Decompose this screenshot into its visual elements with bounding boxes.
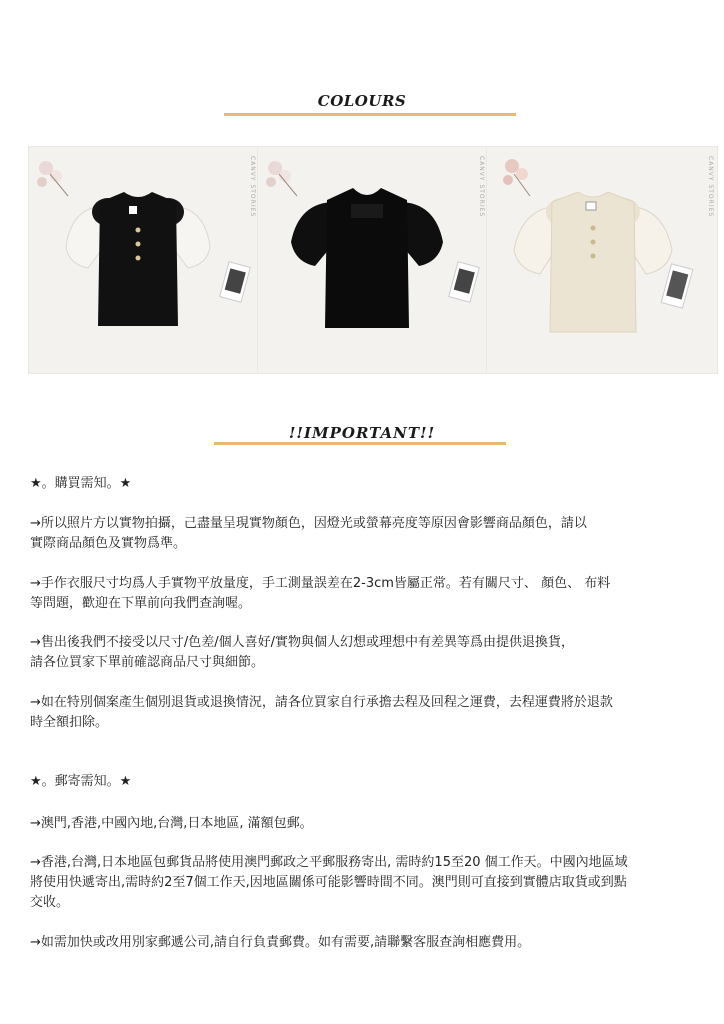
shipping-notice-heading: ★。郵寄需知。★ <box>30 774 132 789</box>
shipping-notice-item-1: →澳門,香港,中國內地,台灣,日本地區, 滿額包郵。 <box>30 816 313 831</box>
frame-label: CANVY STORIES <box>707 156 714 218</box>
product-photo-black-lace <box>28 146 260 374</box>
colours-heading: COLOURS <box>317 92 407 110</box>
shipping-notice-item-2: →香港,台灣,日本地區包郵貨品將使用澳門郵政之平郵服務寄出, 需時約15至20 個工作天。中國內地區域 將使用快遞寄出,需時約2至7個工作天,因地區關係可能影響時間不同。澳門則可直接到實體店取貨或到點 交收。 <box>30 855 628 910</box>
frame-label: CANVY STORIES <box>478 156 485 218</box>
shipping-notice-item-3: →如需加快或改用別家郵遞公司,請自行負責郵費。如有需要,請聯繫客服查詢相應費用。 <box>30 935 531 950</box>
purchase-notice-item-3: →售出後我們不接受以尺寸/色差/個人喜好/實物與個人幻想或理想中有差異等爲由提供退換貨， 請各位買家下單前確認商品尺寸與細節。 <box>30 635 575 670</box>
frame-label: CANVY STORIES <box>249 156 256 218</box>
important-underline <box>214 442 506 445</box>
purchase-notice-heading: ★。購買需知。★ <box>30 476 132 491</box>
product-photo-cream-lace <box>486 146 718 374</box>
purchase-notice-item-2: →手作衣服尺寸均爲人手實物平放量度，手工測量誤差在2-3cm皆屬正常。若有關尺寸、 顏色、 布料 等問題，歡迎在下單前向我們查詢喔。 <box>30 576 611 611</box>
important-heading: !!IMPORTANT!! <box>288 424 436 442</box>
purchase-notice-item-1: →所以照片方以實物拍攝，己盡量呈現實物顏色，因燈光或螢幕亮度等原因會影響商品顏色，請以 實際商品顏色及實物爲準。 <box>30 516 587 551</box>
colours-underline <box>224 113 516 116</box>
product-photo-black-plain <box>257 146 489 374</box>
purchase-notice-item-4: →如在特別個案產生個別退貨或退換情況，請各位買家自行承擔去程及回程之運費，去程運費將於退款 時全額扣除。 <box>30 695 613 730</box>
